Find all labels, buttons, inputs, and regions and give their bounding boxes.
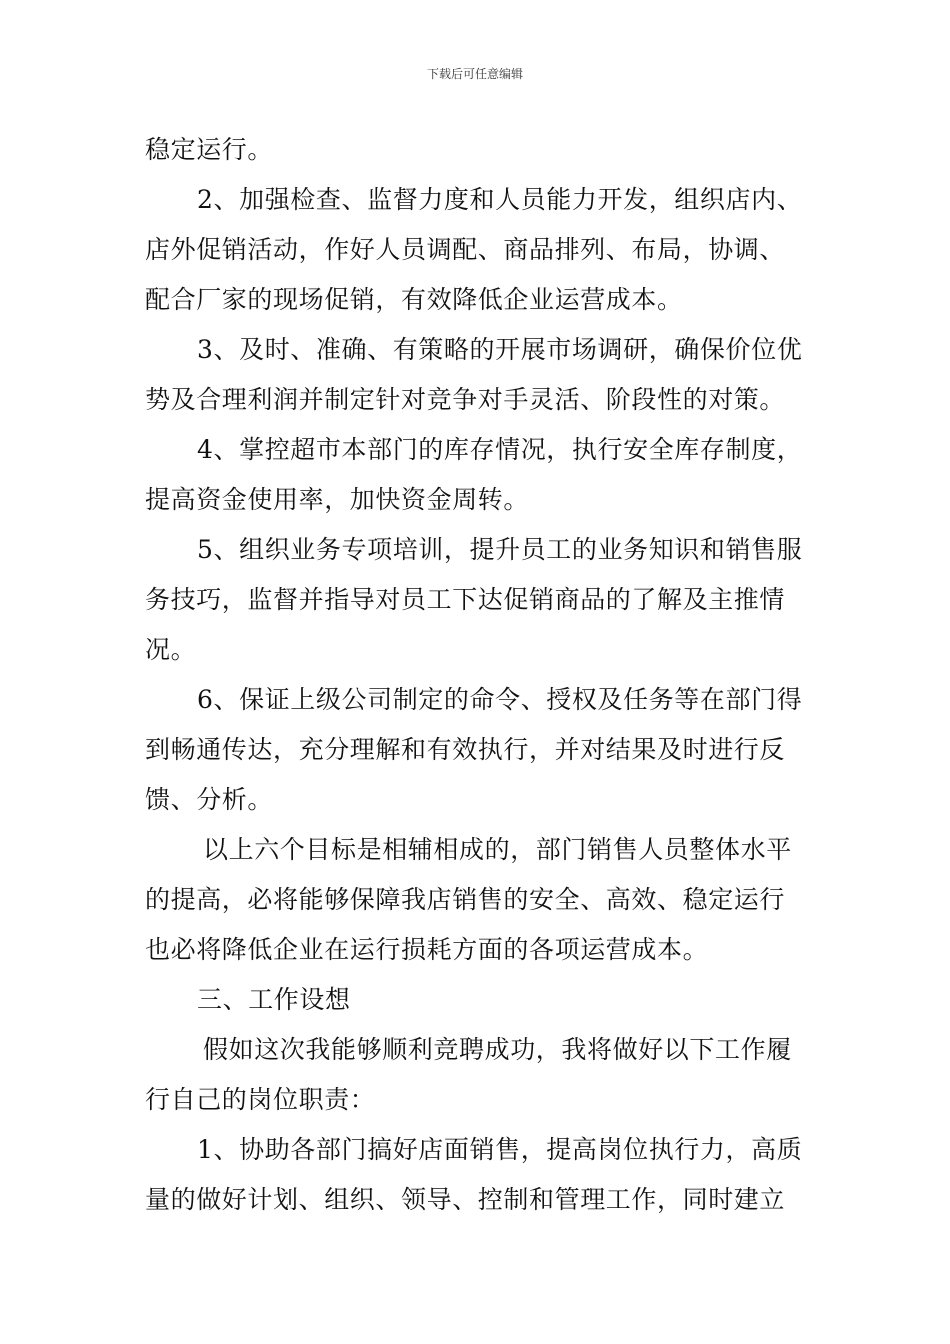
text-line: 5、组织业务专项培训，提升员工的业务知识和销售服: [197, 535, 803, 564]
text-line: 量的做好计划、组织、领导、控制和管理工作，同时建立: [145, 1185, 786, 1214]
text-line: 店外促销活动，作好人员调配、商品排列、布局，协调、: [145, 235, 786, 264]
header-note: 下载后可任意编辑: [426, 67, 523, 81]
text-line: 以上六个目标是相辅相成的，部门销售人员整体水平: [203, 835, 792, 864]
text-line: 假如这次我能够顺利竞聘成功，我将做好以下工作履: [203, 1035, 792, 1064]
text-line: 6、保证上级公司制定的命令、授权及任务等在部门得: [197, 685, 803, 714]
paragraph-item-5: [145, 525, 815, 675]
paragraph-continuation: [145, 125, 815, 175]
text-line: 行自己的岗位职责：: [145, 1085, 376, 1114]
section-heading: [145, 975, 815, 1025]
text-line: 3、及时、准确、有策略的开展市场调研，确保价位优: [197, 335, 803, 364]
text-line: 配合厂家的现场促销，有效降低企业运营成本。: [145, 285, 683, 314]
text-line: 馈、分析。: [145, 785, 274, 814]
paragraph-item-3: [145, 325, 815, 425]
text-line: 4、掌控超市本部门的库存情况，执行安全库存制度，: [197, 435, 803, 464]
paragraph-item-6: [145, 675, 815, 825]
text-line: 1、协助各部门搞好店面销售，提高岗位执行力，高质: [197, 1135, 803, 1164]
paragraph-item-4: [145, 425, 815, 525]
document-body: [145, 125, 815, 1225]
paragraph-intro: [145, 1025, 815, 1125]
text-line: 也必将降低企业在运行损耗方面的各项运营成本。: [145, 935, 709, 964]
paragraph-item-2: [145, 175, 815, 325]
text-line: 稳定运行。: [145, 135, 274, 164]
text-line: 况。: [145, 635, 197, 664]
paragraph-plan-1: [145, 1125, 815, 1225]
text-line: 提高资金使用率，加快资金周转。: [145, 485, 530, 514]
text-line: 三、工作设想: [197, 985, 351, 1014]
text-line: 到畅通传达，充分理解和有效执行，并对结果及时进行反: [145, 735, 786, 764]
text-line: 势及合理利润并制定针对竞争对手灵活、阶段性的对策。: [145, 385, 786, 414]
paragraph-summary: [145, 825, 815, 975]
text-line: 2、加强检查、监督力度和人员能力开发，组织店内、: [197, 185, 803, 214]
text-line: 务技巧，监督并指导对员工下达促销商品的了解及主推情: [145, 585, 786, 614]
text-line: 的提高，必将能够保障我店销售的安全、高效、稳定运行: [145, 885, 786, 914]
